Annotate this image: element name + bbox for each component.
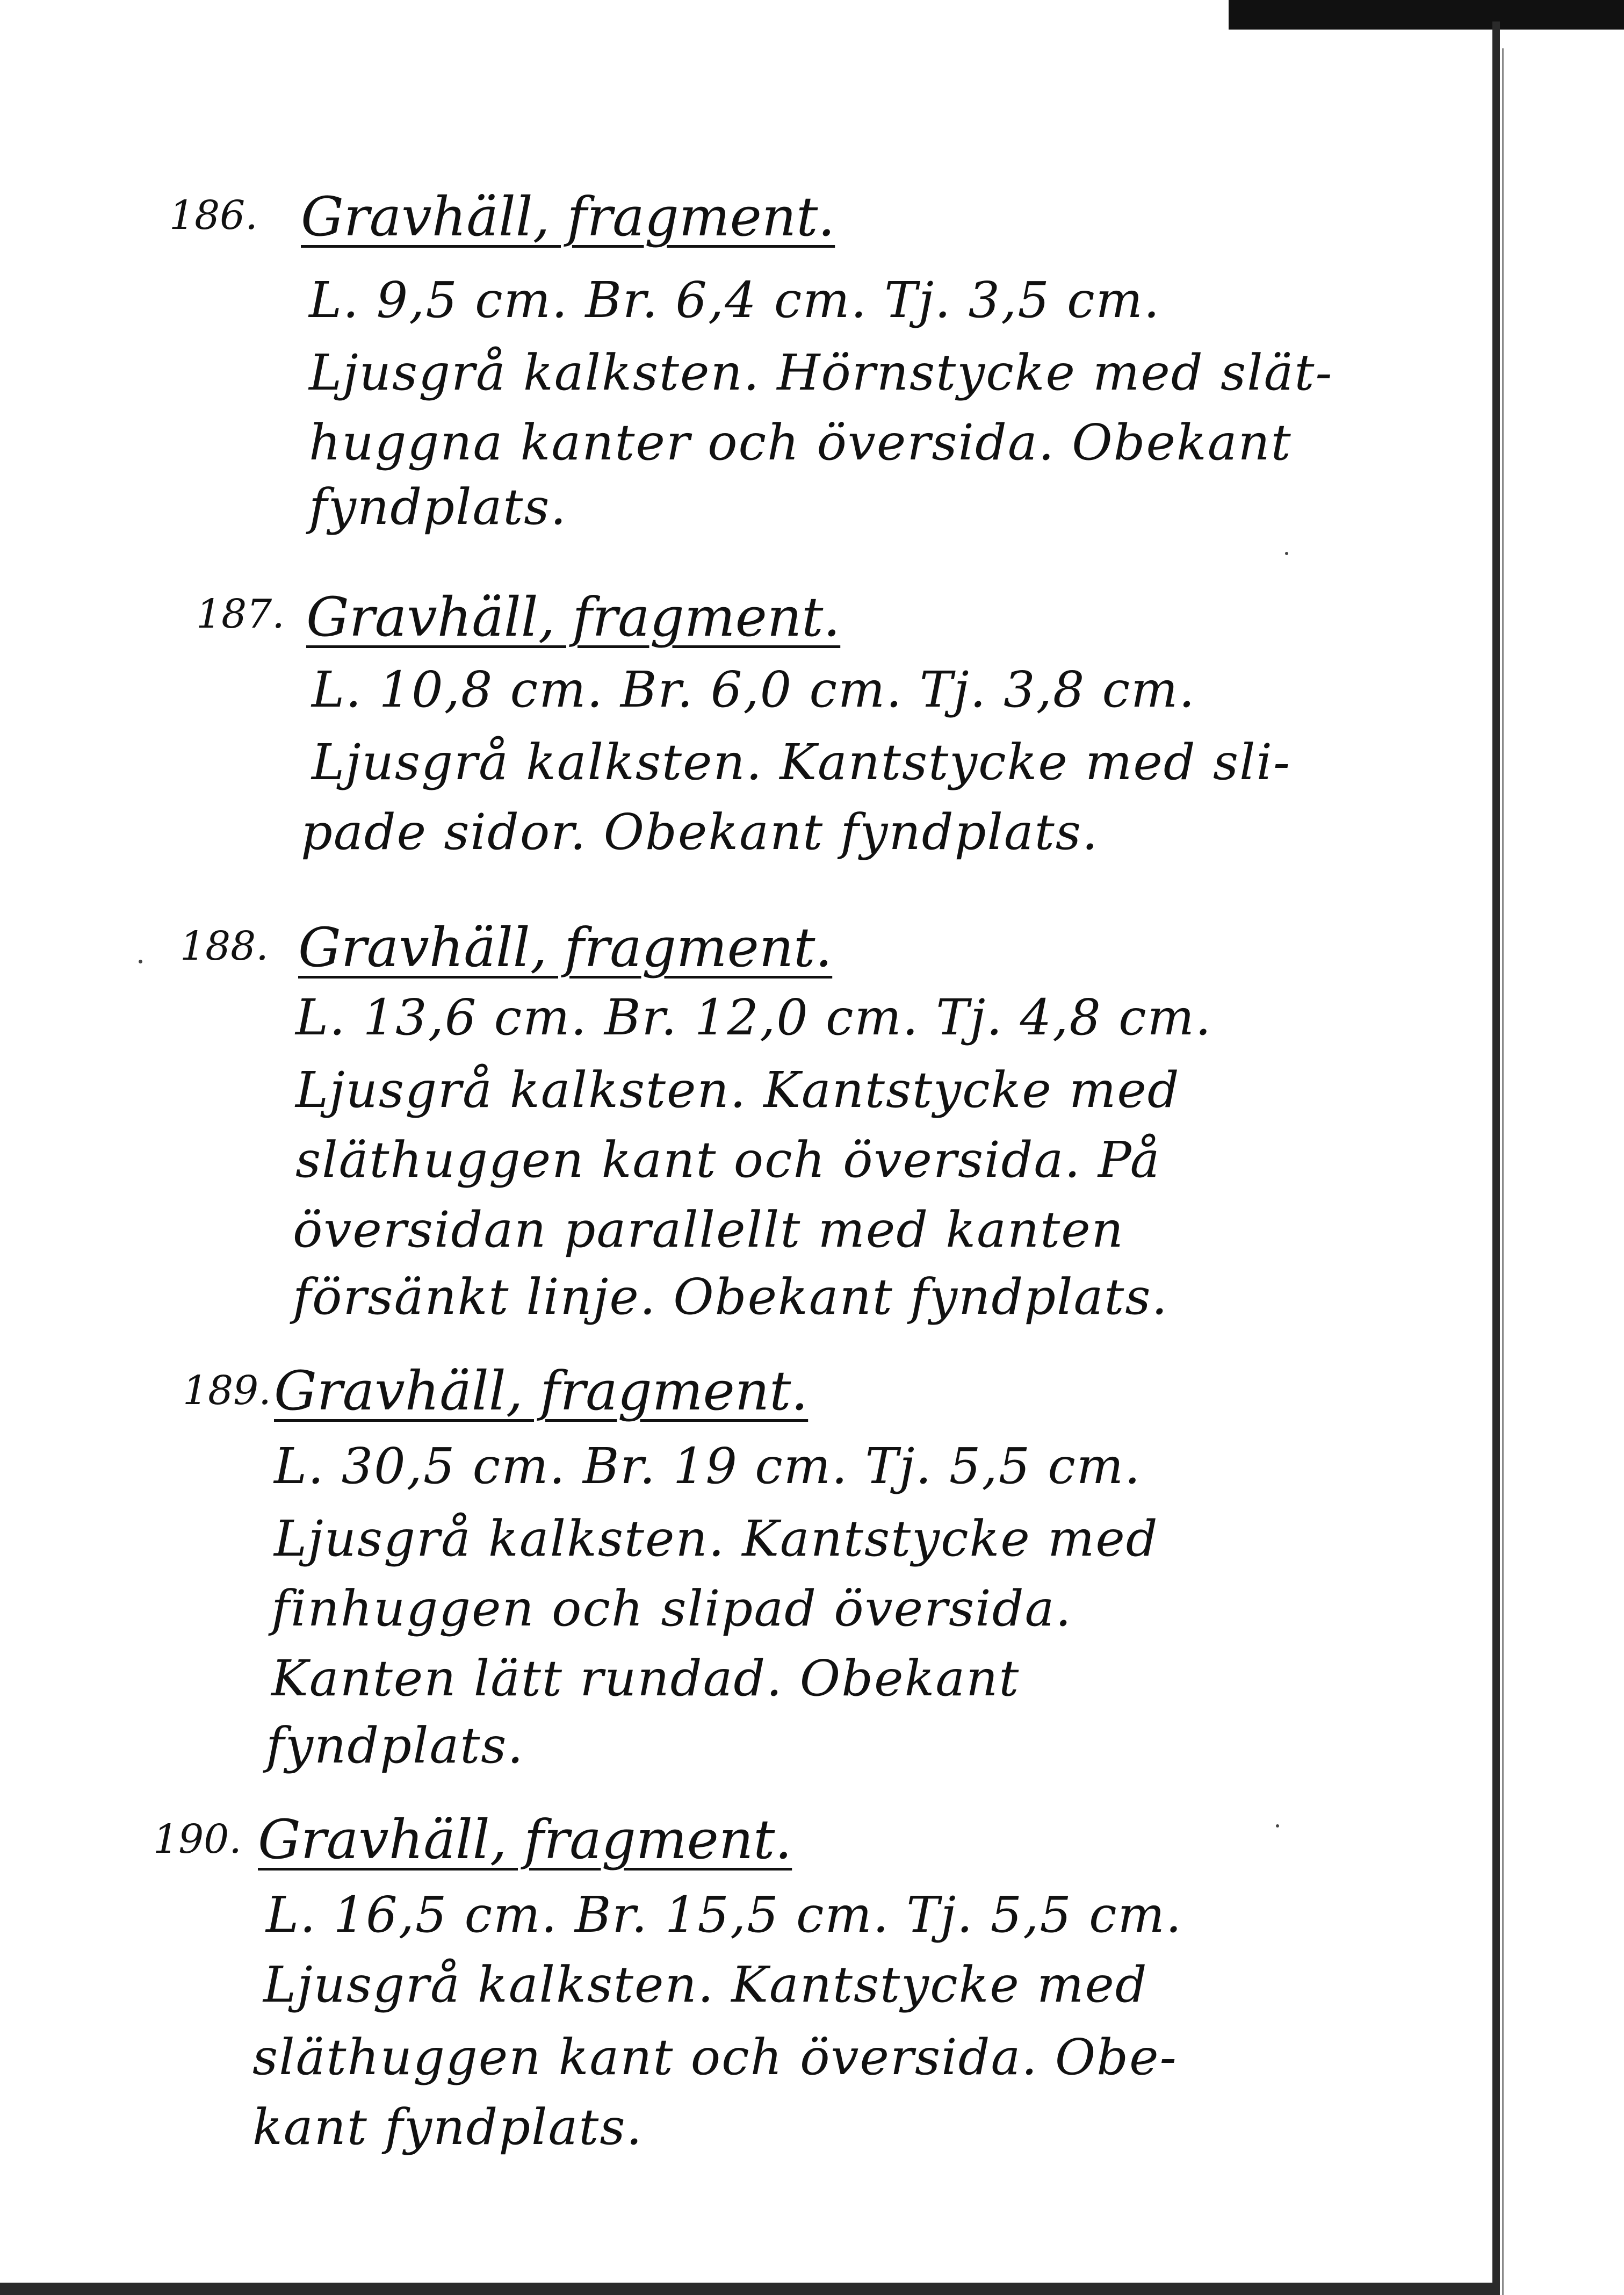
entry-line: Ljusgrå kalksten. Kantstycke med sli-	[312, 733, 1291, 791]
page-bottom-border	[0, 2283, 1500, 2295]
entry-line: Ljusgrå kalksten. Kantstycke med	[295, 1061, 1180, 1119]
scan-speck	[1276, 1824, 1279, 1828]
entry-line: L. 13,6 cm. Br. 12,0 cm. Tj. 4,8 cm.	[295, 989, 1212, 1046]
entry-number: 188.	[180, 923, 269, 969]
entry-line: Ljusgrå kalksten. Kantstycke med	[263, 1956, 1148, 2013]
entry-line: Kanten lätt rundad. Obekant	[271, 1650, 1020, 1707]
entry-line: kant fyndplats.	[252, 2098, 643, 2156]
entry-number: 190.	[153, 1816, 242, 1862]
entry-line: pade sidor. Obekant fyndplats.	[301, 803, 1099, 861]
entry-title: Gravhäll, fragment.	[258, 1808, 792, 1871]
entry-title: Gravhäll, fragment.	[274, 1359, 809, 1422]
entry-line: släthuggen kant och översida. På	[295, 1131, 1161, 1189]
page-right-border	[1492, 21, 1500, 2295]
entry-number: 186.	[169, 192, 258, 239]
entry-line: fyndplats.	[266, 1717, 524, 1774]
entry-line: Ljusgrå kalksten. Hörnstycke med slät-	[309, 344, 1333, 401]
entry-line: släthuggen kant och översida. Obe-	[252, 2028, 1178, 2086]
entry-line: översidan parallellt med kanten	[293, 1201, 1124, 1258]
entry-line: L. 30,5 cm. Br. 19 cm. Tj. 5,5 cm.	[274, 1437, 1142, 1495]
entry-title: Gravhäll, fragment.	[298, 916, 833, 979]
page-right-border-inner	[1502, 48, 1504, 2295]
entry-title: Gravhäll, fragment.	[301, 185, 835, 248]
entry-number: 189.	[183, 1368, 271, 1414]
entry-line: huggna kanter och översida. Obekant	[309, 414, 1292, 471]
entry-line: L. 16,5 cm. Br. 15,5 cm. Tj. 5,5 cm.	[266, 1886, 1183, 1944]
entry-line: Ljusgrå kalksten. Kantstycke med	[274, 1510, 1159, 1567]
entry-line: försänkt linje. Obekant fyndplats.	[293, 1268, 1168, 1326]
scan-speck	[1285, 552, 1288, 555]
entry-line: L. 9,5 cm. Br. 6,4 cm. Tj. 3,5 cm.	[309, 271, 1161, 329]
entry-line: L. 10,8 cm. Br. 6,0 cm. Tj. 3,8 cm.	[312, 661, 1196, 718]
entry-line: finhuggen och slipad översida.	[271, 1580, 1072, 1637]
entry-title: Gravhäll, fragment.	[306, 586, 841, 649]
scan-speck	[139, 960, 142, 963]
entry-number: 187.	[196, 591, 285, 637]
page-corner-tab	[1229, 0, 1624, 30]
entry-line: fyndplats.	[309, 478, 567, 536]
